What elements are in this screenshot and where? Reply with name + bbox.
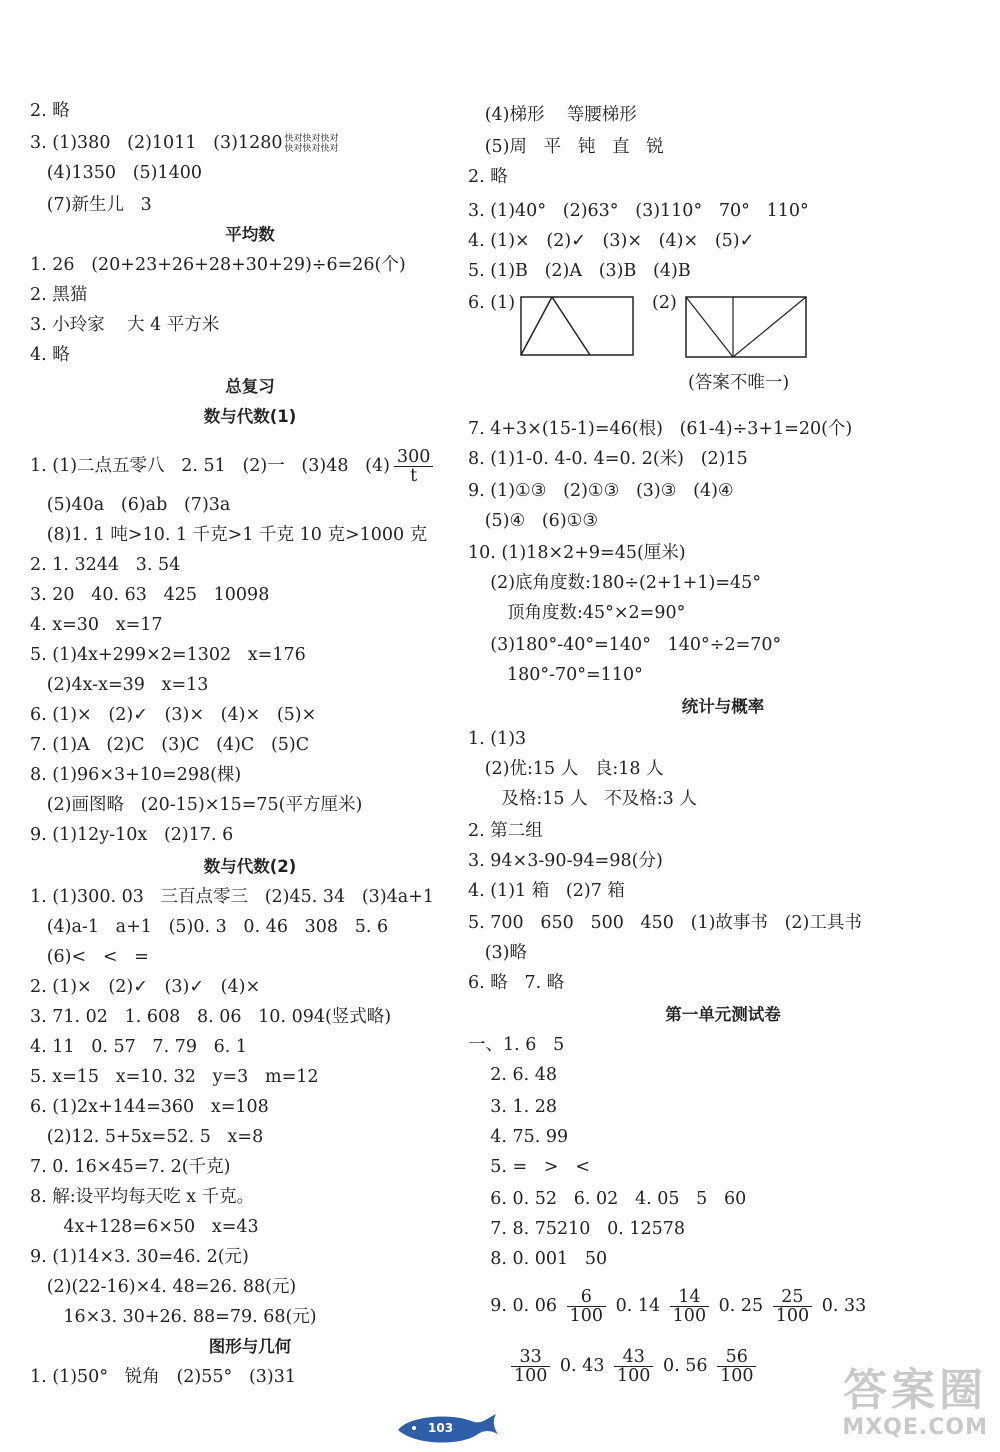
answer-line [468, 104, 637, 126]
section-heading [468, 696, 978, 718]
fraction-denominator: t [410, 466, 418, 486]
answer-text: 10. (1)18×2+9=45(厘米) [468, 543, 686, 563]
answer-line [30, 916, 388, 938]
answer-text: (2) [652, 293, 677, 313]
answer-text: 9. 0. 06 [468, 1296, 563, 1316]
answer-line [468, 634, 781, 656]
answer-line [30, 734, 309, 756]
answer-line [30, 704, 316, 726]
answer-text: 0. 33 [816, 1296, 867, 1316]
answer-text: 3. (1)380 (2)1011 (3)1280 [30, 133, 283, 153]
fraction [614, 1348, 653, 1385]
fraction-denominator: 100 [775, 1306, 810, 1326]
answer-text: 0. 43 [554, 1356, 611, 1376]
answer-text: 7. 8. 75210 0. 12578 [468, 1219, 686, 1239]
answer-line [30, 162, 202, 184]
fraction-denominator: 100 [720, 1366, 754, 1386]
watermark [842, 1367, 988, 1440]
answer-text: (2)画图略 (20-15)×15=75(平方厘米) [30, 795, 363, 815]
answer-text: (8)1. 1 吨>10. 1 千克>1 千克 10 克>1000 克 [30, 525, 428, 545]
answer-line [468, 820, 543, 842]
answer-line [30, 1246, 249, 1268]
answer-text: 0. 25 [713, 1296, 769, 1316]
answer-line [30, 644, 306, 666]
answer-text: 5. = > < [468, 1157, 590, 1177]
answer-line [468, 480, 734, 502]
fraction [773, 1288, 812, 1325]
fraction-numerator: 25 [773, 1288, 812, 1307]
answer-text: 5. x=15 x=10. 32 y=3 m=12 [30, 1067, 319, 1087]
answer-line [30, 132, 339, 154]
answer-line [468, 166, 508, 188]
fraction-numerator: 43 [614, 1348, 653, 1367]
answer-text: 顶角度数:45°×2=90° [468, 603, 686, 623]
answer-text: 第一单元测试卷 [665, 1005, 781, 1024]
answer-text: 1. (1)300. 03 三百点零三 (2)45. 34 (3)4a+1 [30, 887, 435, 907]
answer-line [30, 554, 180, 576]
answer-line [30, 1006, 391, 1028]
answer-line [468, 260, 691, 282]
answer-line [468, 200, 809, 222]
answer-line [468, 418, 852, 440]
answer-text: 2. 黑猫 [30, 285, 88, 305]
answer-text: 2. 第二组 [468, 821, 543, 841]
fraction-denominator: 100 [569, 1306, 604, 1326]
answer-text: (2)优:15 人 良:18 人 [468, 759, 664, 779]
answer-line [30, 584, 269, 606]
section-heading [30, 376, 470, 398]
answer-text [468, 1356, 507, 1376]
answer-text: (5)周 平 钝 直 锐 [468, 137, 664, 157]
answer-line [468, 1188, 746, 1210]
answer-text: 4. 略 [30, 345, 70, 365]
answer-text: (7)新生儿 3 [30, 195, 152, 215]
answer-line [468, 912, 862, 934]
answer-text: 9. (1)12y-10x (2)17. 6 [30, 825, 234, 845]
answer-text: 6. (1)2x+144=360 x=108 [30, 1097, 269, 1117]
page-number: 103 [428, 1421, 454, 1435]
answer-line [468, 850, 663, 872]
answer-line [30, 494, 230, 516]
answer-text: 7. 0. 16×45=7. 2(千克) [30, 1157, 231, 1177]
answer-line [30, 824, 233, 846]
answer-line [468, 1034, 564, 1056]
answer-line [468, 136, 664, 158]
answer-line [30, 764, 241, 786]
answer-text: 7. (1)A (2)C (3)C (4)C (5)C [30, 735, 310, 755]
answer-line [30, 1066, 319, 1088]
answer-text: 3. 1. 28 [468, 1097, 558, 1117]
answer-text: (2)4x-x=39 x=13 [30, 675, 209, 695]
answer-text: (5)40a (6)ab (7)3a [30, 495, 231, 515]
figure-1-rectangle-triangle [520, 296, 636, 358]
answer-text: 6. (1)× (2)✓ (3)× (4)× (5)× [30, 705, 317, 725]
answer-line [468, 1126, 568, 1148]
answer-line [468, 758, 664, 780]
answer-text: (2)(22-16)×4. 48=26. 88(元) [30, 1277, 297, 1297]
fraction-answer-line [468, 1348, 760, 1385]
answer-text: (2)底角度数:180÷(2+1+1)=45° [468, 573, 762, 593]
section-heading [30, 1336, 470, 1358]
answer-text: (答案不唯一) [688, 373, 790, 393]
answer-line [468, 1064, 557, 1086]
section-heading [468, 1004, 978, 1026]
answer-line [30, 344, 70, 366]
stamp-text-row: 快对快对快对 [284, 143, 339, 154]
answer-text: (5)④ (6)①③ [468, 511, 599, 531]
answer-line [468, 972, 564, 994]
answer-text: 180°-70°=110° [468, 665, 643, 685]
answer-line [30, 614, 163, 636]
answer-line [30, 100, 70, 122]
stamp-text-row: 快对快对快对 [284, 133, 339, 144]
answer-text: 一、1. 6 5 [468, 1035, 565, 1055]
fraction-numerator: 6 [567, 1288, 606, 1307]
answer-line [468, 1248, 607, 1270]
answer-text: 6. 0. 52 6. 02 4. 05 5 60 [468, 1189, 747, 1209]
answer-text: 1. (1)50° 锐角 (2)55° (3)31 [30, 1367, 296, 1387]
answer-text: 1. (1)3 [468, 729, 527, 749]
fraction-denominator: 100 [617, 1366, 651, 1386]
watermark-url: MXQE.COM [842, 1415, 988, 1440]
answer-text: 1. 26 (20+23+26+28+30+29)÷6=26(个) [30, 255, 406, 275]
page-footer [392, 1410, 502, 1448]
answer-text: 7. 4+3×(15-1)=46(根) (61-4)÷3+1=20(个) [468, 419, 853, 439]
fraction-answer-line [468, 1288, 866, 1325]
answer-line [30, 976, 260, 998]
answer-line [468, 880, 625, 902]
fraction-numerator: 56 [717, 1348, 756, 1367]
fraction [394, 448, 433, 485]
answer-text: (4)1350 (5)1400 [30, 163, 203, 183]
answer-line [30, 448, 437, 485]
answer-text: 2. (1)× (2)✓ (3)✓ (4)× [30, 977, 261, 997]
answer-text: 8. 解:设平均每天吃 x 千克。 [30, 1187, 255, 1207]
answer-line [688, 372, 789, 394]
answer-text: 2. 6. 48 [468, 1065, 558, 1085]
answer-text: 9. (1)①③ (2)①③ (3)③ (4)④ [468, 481, 734, 501]
answer-line [30, 794, 362, 816]
answer-line [652, 292, 677, 314]
answer-line [468, 1156, 590, 1178]
answer-line [30, 674, 208, 696]
section-heading [30, 224, 470, 246]
answer-text: 及格:15 人 不及格:3 人 [468, 789, 697, 809]
answer-line [468, 230, 754, 252]
answer-text: 2. 略 [468, 167, 508, 187]
answer-text: 8. 0. 001 50 [468, 1249, 608, 1269]
answer-line [468, 542, 686, 564]
answer-line [468, 448, 748, 470]
answer-line [30, 1156, 230, 1178]
answer-line [30, 946, 149, 968]
answer-line [468, 788, 697, 810]
section-heading [30, 406, 470, 428]
answer-line [468, 510, 598, 532]
answer-text: 0. 14 [610, 1296, 666, 1316]
answer-text: 3. 小玲家 大 4 平方米 [30, 315, 220, 335]
answer-text: 2. 1. 3244 3. 54 [30, 555, 181, 575]
answer-line [30, 1306, 317, 1328]
answer-text: 平均数 [225, 225, 275, 244]
answer-line [30, 886, 434, 908]
figure-2-rectangle-split [685, 296, 809, 360]
answer-line [30, 254, 406, 276]
fraction [717, 1348, 756, 1385]
answer-text: (6)< < = [30, 947, 149, 967]
answer-text: 数与代数(1) [203, 407, 297, 426]
answer-text: 4. (1)× (2)✓ (3)× (4)× (5)✓ [468, 231, 755, 251]
answer-text: (3)180°-40°=140° 140°÷2=70° [468, 635, 782, 655]
answer-line [30, 314, 219, 336]
answer-text: 总复习 [225, 377, 275, 396]
answer-line [30, 524, 427, 546]
answer-text: 4. 75. 99 [468, 1127, 569, 1147]
answer-text: 5. 700 650 500 450 (1)故事书 (2)工具书 [468, 913, 862, 933]
fraction-numerator: 300 [394, 448, 433, 467]
fraction [670, 1288, 709, 1325]
answer-line [468, 292, 515, 314]
stamp-text [284, 134, 338, 154]
answer-text: 3. (1)40° (2)63° (3)110° 70° 110° [468, 201, 809, 221]
answer-text: 6. (1) [468, 293, 516, 313]
answer-line [30, 284, 87, 306]
answer-text: 8. (1)1-0. 4-0. 4=0. 2(米) (2)15 [468, 449, 748, 469]
fraction-denominator: 100 [672, 1306, 707, 1326]
answer-text: 2. 略 [30, 101, 70, 121]
answer-text: 5. (1)4x+299×2=1302 x=176 [30, 645, 306, 665]
answer-text: 16×3. 30+26. 88=79. 68(元) [30, 1307, 317, 1327]
answer-line [30, 1366, 296, 1388]
answer-text: 0. 56 [657, 1356, 714, 1376]
answer-text: 4x+128=6×50 x=43 [30, 1217, 259, 1237]
answer-line [468, 728, 526, 750]
answer-line [30, 1096, 269, 1118]
answer-line [30, 194, 152, 216]
fraction-denominator: 100 [513, 1366, 548, 1386]
answer-text: 3. 94×3-90-94=98(分) [468, 851, 663, 871]
fraction-numerator: 14 [670, 1288, 709, 1307]
answer-text: 9. (1)14×3. 30=46. 2(元) [30, 1247, 249, 1267]
answer-text: (4)梯形 等腰梯形 [468, 105, 637, 125]
answer-line [468, 942, 527, 964]
answer-text: 4. 11 0. 57 7. 79 6. 1 [30, 1037, 248, 1057]
watermark-logo-text: 答案圈 [843, 1365, 988, 1416]
fraction [567, 1288, 606, 1325]
answer-line [30, 1186, 254, 1208]
fraction [511, 1348, 550, 1385]
answer-line [30, 1036, 247, 1058]
answer-text: 4. (1)1 箱 (2)7 箱 [468, 881, 625, 901]
answer-line [468, 1096, 557, 1118]
answer-line [30, 1126, 263, 1148]
answer-line [468, 1218, 685, 1240]
answer-text: 3. 20 40. 63 425 10098 [30, 585, 270, 605]
answer-line [30, 1276, 296, 1298]
answer-text: 数与代数(2) [203, 857, 297, 876]
answer-line [30, 1216, 259, 1238]
answer-text: (3)略 [468, 943, 527, 963]
answer-text: 5. (1)B (2)A (3)B (4)B [468, 261, 691, 281]
section-heading [30, 856, 470, 878]
answer-text: 图形与几何 [208, 1337, 292, 1356]
answer-text: 1. (1)二点五零八 2. 51 (2)一 (3)48 (4) [30, 456, 390, 476]
answer-text: 4. x=30 x=17 [30, 615, 163, 635]
answer-line [468, 602, 685, 624]
answer-text: 3. 71. 02 1. 608 8. 06 10. 094(竖式略) [30, 1007, 392, 1027]
answer-text: (2)12. 5+5x=52. 5 x=8 [30, 1127, 264, 1147]
answer-line [468, 572, 761, 594]
answer-text: (4)a-1 a+1 (5)0. 3 0. 46 308 5. 6 [30, 917, 389, 937]
fraction-numerator: 33 [511, 1348, 550, 1367]
answer-text: 8. (1)96×3+10=298(棵) [30, 765, 242, 785]
answer-line [468, 664, 643, 686]
answer-text: 6. 略 7. 略 [468, 973, 565, 993]
answer-text: 统计与概率 [681, 697, 765, 716]
